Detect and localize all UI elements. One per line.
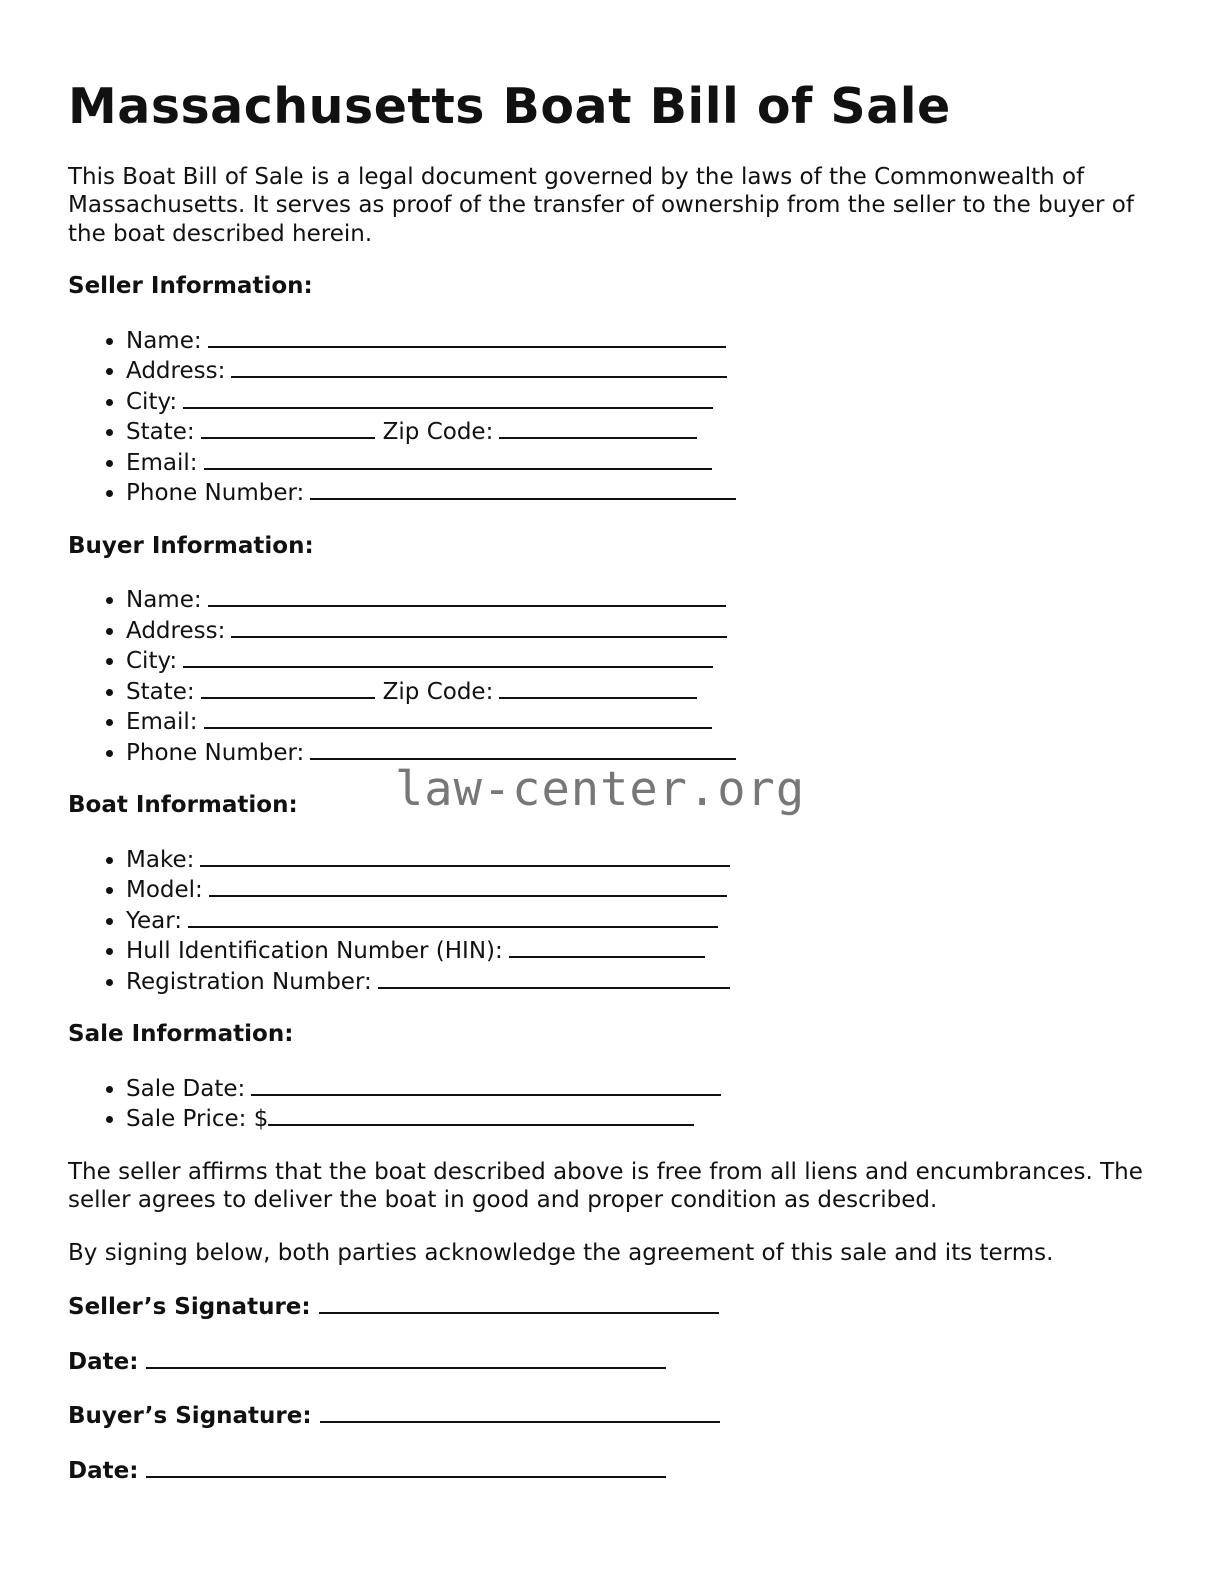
seller-phone-field: • Phone Number: [126, 477, 1158, 508]
boat-model-blank[interactable] [209, 874, 727, 897]
seller-date-line: Date: [68, 1346, 1158, 1377]
seller-heading: Seller Information: [68, 273, 313, 300]
sale-date-field: • Sale Date: [126, 1073, 1158, 1104]
buyer-state-zip-field: • State: Zip Code: [126, 676, 1158, 707]
boat-make-field: • Make: [126, 844, 1158, 875]
seller-name-field: • Name: [126, 325, 1158, 356]
boat-registration-field: • Registration Number: [126, 966, 1158, 997]
sale-price-blank[interactable] [268, 1103, 694, 1126]
boat-hin-field: • Hull Identification Number (HIN): [126, 935, 1158, 966]
seller-state-blank[interactable] [201, 416, 375, 439]
boat-heading: Boat Information: [68, 792, 298, 819]
buyer-signature-blank[interactable] [320, 1400, 720, 1423]
buyer-zip-blank[interactable] [499, 676, 697, 699]
seller-email-field: • Email: [126, 447, 1158, 478]
sale-fields [68, 1073, 1158, 1134]
affirmation-paragraph: The seller affirms that the boat described above is free from all liens and encumbrances. The seller agrees to deliver the boat in good and proper condition as described. [68, 1158, 1143, 1214]
buyer-email-blank[interactable] [204, 706, 712, 729]
buyer-phone-field: • Phone Number: [126, 737, 1158, 768]
buyer-signature-line: Buyer’s Signature: [68, 1400, 1158, 1431]
boat-year-field: • Year: [126, 905, 1158, 936]
seller-address-blank[interactable] [231, 355, 727, 378]
sale-date-blank[interactable] [251, 1073, 721, 1096]
sale-price-field: • Sale Price: $ [126, 1103, 1158, 1134]
seller-date-blank[interactable] [146, 1346, 666, 1369]
boat-make-blank[interactable] [200, 844, 730, 867]
buyer-name-field: • Name: [126, 584, 1158, 615]
seller-address-field: • Address: [126, 355, 1158, 386]
boat-hin-blank[interactable] [509, 935, 705, 958]
seller-city-blank[interactable] [183, 386, 713, 409]
intro-paragraph: This Boat Bill of Sale is a legal document governed by the laws of the Commonwealth of Massachusetts. It serves as proof of the transfer of ownership from the seller to the buyer of the boat described herein. [68, 163, 1134, 247]
boat-model-field: • Model: [126, 874, 1158, 905]
boat-year-blank[interactable] [188, 905, 718, 928]
seller-zip-blank[interactable] [499, 416, 697, 439]
buyer-email-field: • Email: [126, 706, 1158, 737]
buyer-date-line: Date: [68, 1455, 1158, 1486]
buyer-heading: Buyer Information: [68, 532, 314, 559]
boat-registration-blank[interactable] [378, 966, 730, 989]
buyer-city-blank[interactable] [183, 645, 713, 668]
buyer-address-field: • Address: [126, 615, 1158, 646]
seller-phone-blank[interactable] [310, 477, 736, 500]
buyer-name-blank[interactable] [208, 584, 726, 607]
seller-signature-blank[interactable] [319, 1291, 719, 1314]
seller-city-field: • City: [126, 386, 1158, 417]
seller-state-zip-field: • State: Zip Code: [126, 416, 1158, 447]
seller-fields [68, 325, 1158, 508]
boat-fields [68, 844, 1158, 997]
sale-heading: Sale Information: [68, 1021, 294, 1048]
seller-email-blank[interactable] [204, 447, 712, 470]
buyer-address-blank[interactable] [231, 615, 727, 638]
buyer-state-blank[interactable] [201, 676, 375, 699]
buyer-date-blank[interactable] [146, 1455, 666, 1478]
buyer-fields [68, 584, 1158, 767]
buyer-city-field: • City: [126, 645, 1158, 676]
document-title: Massachusetts Boat Bill of Sale [68, 78, 951, 135]
watermark: law-center.org [395, 762, 806, 817]
buyer-phone-blank[interactable] [310, 737, 736, 760]
seller-signature-line: Seller’s Signature: [68, 1291, 1158, 1322]
seller-name-blank[interactable] [208, 325, 726, 348]
acknowledgement-paragraph: By signing below, both parties acknowledge the agreement of this sale and its terms. [68, 1239, 1054, 1266]
